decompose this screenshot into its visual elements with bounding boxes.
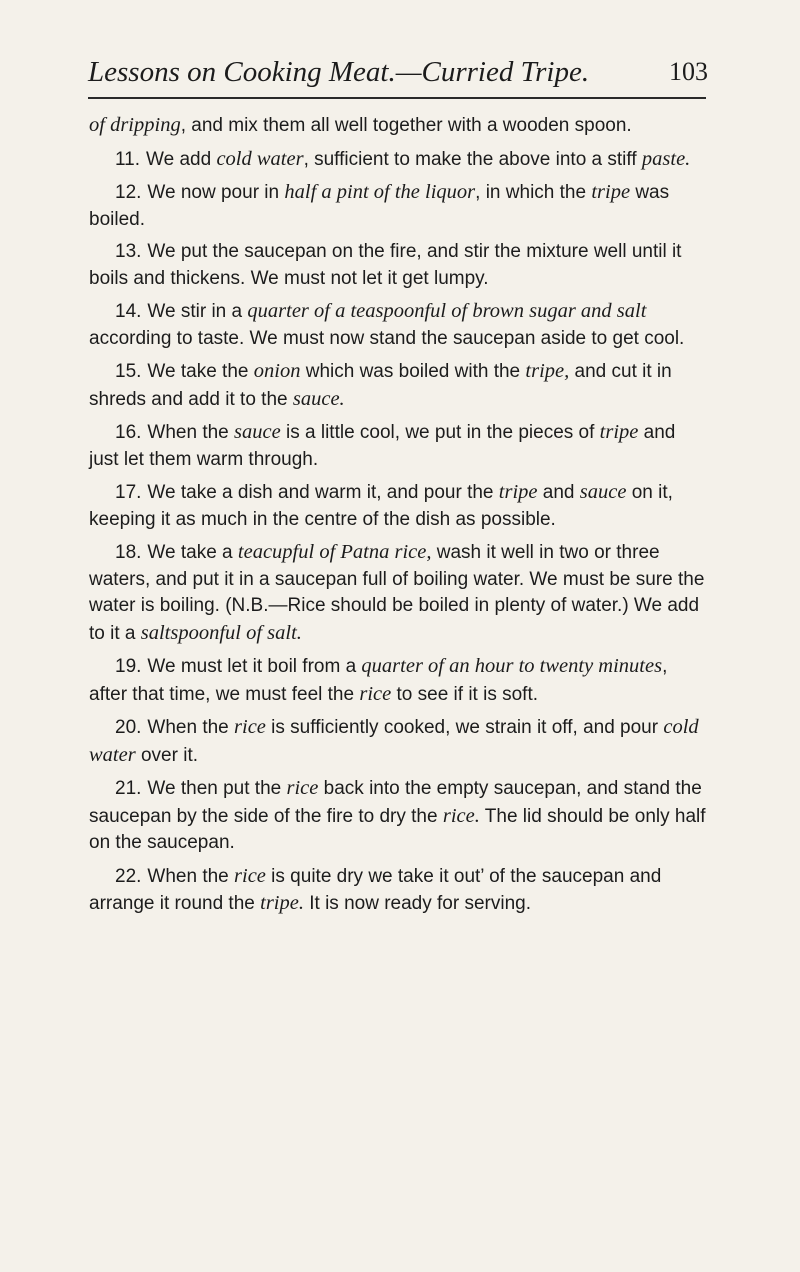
text-run: is quite dry we take it out’ of the saucepan and arrange it round the <box>89 865 662 914</box>
text-run: is a little cool, we put in the pieces of <box>280 422 600 443</box>
italic-text: onion <box>253 360 301 382</box>
text-run: over it. <box>135 744 199 766</box>
text-run: The lid should be only half on the saucepan. <box>89 805 706 853</box>
numbered-step <box>89 863 710 918</box>
italic-text: tripe <box>599 421 639 443</box>
text-run: and just let them warm through. <box>89 422 676 470</box>
numbered-step <box>89 539 710 647</box>
italic-text: sauce <box>234 421 281 443</box>
text-run: and <box>537 482 580 503</box>
italic-text: rice. <box>442 804 480 827</box>
text-run: We now pour in <box>147 182 285 203</box>
italic-text: rice <box>234 716 266 738</box>
step-number: 12. <box>115 182 142 203</box>
step-number: 21. <box>115 778 142 799</box>
text-run: and cut it in shreds and add it to the <box>89 361 672 410</box>
numbered-step <box>89 179 710 233</box>
numbered-step <box>89 479 710 533</box>
italic-text: rice <box>286 777 319 799</box>
italic-text: tripe <box>591 181 631 203</box>
numbered-step <box>89 358 710 413</box>
italic-text: tripe, <box>525 360 570 382</box>
numbered-step <box>89 653 710 708</box>
step-number: 20. <box>115 717 142 738</box>
italic-text: saltspoonful of salt. <box>140 621 302 644</box>
running-header <box>88 54 708 90</box>
step-number: 14. <box>115 301 142 322</box>
text-run: wash it well in two or three waters, and put it in a saucepan full of boiling water. We must be sure the water is boiling. (N.B.—Rice should be boiled in plenty of water.) We add to it a <box>89 542 705 644</box>
header-title: Lessons on Cooking Meat.—Curried Tripe. <box>88 56 590 88</box>
text-run: , after that time, we must feel the <box>89 656 668 705</box>
text-run: back into the empty saucepan, and stand the saucepan by the side of the fire to dry the <box>89 778 702 827</box>
text-run: We stir in a <box>147 301 248 322</box>
text-run: We take the <box>147 361 254 382</box>
numbered-step <box>89 298 710 352</box>
text-run: is sufficiently cooked, we strain it off, and pour <box>265 717 664 738</box>
step-number: 11. <box>115 148 141 170</box>
step-number: 17. <box>115 482 142 503</box>
text-run: was boiled. <box>89 182 670 230</box>
text-run: , sufficient to make the above into a stiff <box>303 148 642 170</box>
text-run: , and mix them all well together with a wooden spoon. <box>180 115 632 136</box>
italic-text: quarter of a teaspoonful of brown sugar and salt <box>247 300 647 322</box>
step-number: 15. <box>115 361 142 382</box>
step-number: 18. <box>115 542 142 563</box>
step-number: 13. <box>115 241 142 262</box>
italic-text: tripe. <box>260 892 304 914</box>
italic-text: of dripping <box>89 114 181 136</box>
numbered-step <box>89 419 710 473</box>
continued-paragraph <box>89 112 710 140</box>
text-run: on it, keeping it as much in the centre of the dish as possible. <box>89 482 673 530</box>
italic-text: tripe <box>498 481 538 503</box>
italic-text: paste. <box>641 147 691 170</box>
text-run: When the <box>147 865 235 887</box>
text-run: We put the saucepan on the fire, and stir the mixture well until it boils and thickens. We must not let it get lumpy. <box>89 241 682 289</box>
step-number: 16. <box>115 422 142 443</box>
text-run: , in which the <box>475 182 592 203</box>
text-run: We take a dish and warm it, and pour the <box>147 482 499 503</box>
text-run: We add <box>146 148 217 170</box>
text-run: It is now ready for serving. <box>303 893 532 914</box>
text-run: which was boiled with the <box>300 361 526 382</box>
page-body <box>89 112 710 924</box>
italic-text: sauce. <box>292 387 345 410</box>
italic-text: rice <box>234 864 266 887</box>
text-run: We then put the <box>147 778 287 799</box>
text-run: When the <box>147 717 235 738</box>
numbered-step <box>89 775 710 857</box>
italic-text: teacupful of Patna rice, <box>237 541 432 563</box>
page-number: 103 <box>669 57 708 86</box>
step-number: 22. <box>115 865 142 887</box>
step-number: 19. <box>115 656 142 677</box>
italic-text: cold water <box>216 147 304 170</box>
numbered-step <box>89 146 710 174</box>
text-run: When the <box>147 422 235 443</box>
italic-text: cold water <box>89 716 699 766</box>
italic-text: sauce <box>579 481 627 503</box>
text-run: We take a <box>147 542 238 563</box>
header-rule <box>88 97 706 99</box>
italic-text: half a pint of the liquor <box>284 181 476 203</box>
numbered-step <box>89 239 710 292</box>
text-run: We must let it boil from a <box>147 656 362 677</box>
text-run: according to taste. We must now stand the saucepan aside to get cool. <box>89 327 685 349</box>
italic-text: rice <box>359 682 392 705</box>
numbered-step <box>89 714 710 769</box>
text-run: to see if it is soft. <box>391 683 538 705</box>
italic-text: quarter of an hour to twenty minutes <box>361 655 663 677</box>
